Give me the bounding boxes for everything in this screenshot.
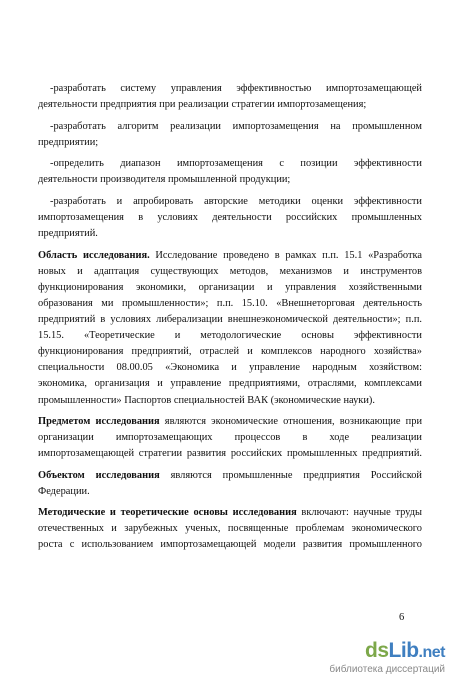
bold-heading: Объектом исследования xyxy=(38,470,160,481)
text-line xyxy=(38,250,422,262)
line-text: деятельности производителя промышленной продукции; xyxy=(38,174,291,185)
line-text: функционирования предприятий, отраслей и комплексов народного хозяйства» xyxy=(38,346,422,357)
line-text: Федерации. xyxy=(38,486,90,497)
text-line xyxy=(38,486,238,498)
text-line xyxy=(38,266,422,278)
text-line xyxy=(38,523,422,535)
watermark-logo xyxy=(315,640,445,664)
line-text: предприятий. xyxy=(38,228,98,239)
line-text: промышленности» Паспортов специальностей ВАК (экономические науки). xyxy=(38,395,375,406)
line-text: -разработать и апробировать авторские методики оценки эффективности xyxy=(50,196,422,207)
text-line xyxy=(38,282,422,294)
line-text: -разработать алгоритм реализации импортозамещения на промышленном xyxy=(50,121,422,132)
text-line xyxy=(50,158,422,170)
line-text: экономика, организация и управление предприятиями, отраслями, комплексами xyxy=(38,378,422,389)
text-line xyxy=(38,99,374,111)
text-line xyxy=(38,432,422,444)
bold-heading: Методические и теоретические основы исследования xyxy=(38,507,297,518)
text-line xyxy=(38,448,422,460)
watermark-logo-net: .net xyxy=(418,644,445,661)
line-text: -разработать систему управления эффективностью импортозамещающей xyxy=(50,83,422,94)
line-text: являются промышленные предприятия Российской xyxy=(159,470,422,481)
line-text: специальности 08.00.05 «Экономика и управление народным хозяйством: xyxy=(38,362,422,373)
bold-heading: Предметом исследования xyxy=(38,416,160,427)
text-line xyxy=(38,416,422,428)
line-text: отечественных и зарубежных ученых, посвященные проблемам экономического xyxy=(38,523,422,534)
watermark-logo-ds: ds xyxy=(365,639,389,662)
text-line xyxy=(50,196,422,208)
line-text: предприятии; xyxy=(38,137,99,148)
line-text: 15.15. «Теоретические и методологические основы эффективности xyxy=(38,330,422,341)
text-line xyxy=(38,330,422,342)
line-text: роста с использованием импортозамещающей модели развития промышленного xyxy=(38,539,422,550)
line-text: деятельности предприятия при реализации стратегии импортозамещения; xyxy=(38,99,367,110)
line-text: Исследование проведено в рамках п.п. 15.1 «Разработка xyxy=(149,250,423,261)
text-line xyxy=(38,137,374,149)
text-line xyxy=(38,314,422,326)
text-line xyxy=(38,378,422,390)
line-text: импортозамещающей стратегии развития российских промышленных предприятий. xyxy=(38,448,422,459)
text-line xyxy=(38,228,374,240)
line-text: функционирования экономики, организации и управления хозяйственными xyxy=(38,282,422,293)
line-text: -определить диапазон импортозамещения с позиции эффективности xyxy=(50,158,422,169)
text-line xyxy=(38,507,422,519)
watermark-subtitle: библиотека диссертаций xyxy=(329,664,445,675)
text-line xyxy=(50,83,422,95)
line-text: предприятий в условиях либерализации внешнеэкономической деятельности»; п.п. xyxy=(38,314,422,325)
line-text: являются экономические отношения, возникающие при xyxy=(159,416,423,427)
watermark-logo-lib: Lib xyxy=(388,639,419,662)
bold-heading: Область исследования. xyxy=(38,250,150,261)
text-line xyxy=(38,174,374,186)
line-text: организации импортозамещающих процессов в ходе реализации xyxy=(38,432,422,443)
text-line xyxy=(38,395,374,407)
text-line xyxy=(38,362,422,374)
text-line xyxy=(38,346,422,358)
text-line xyxy=(50,121,422,133)
watermark xyxy=(315,640,445,682)
page-number: 6 xyxy=(399,612,405,623)
line-text: включают: научные труды xyxy=(296,507,422,518)
text-line xyxy=(38,470,422,482)
text-line xyxy=(38,212,422,224)
line-text: новых и адаптация существующих методов, механизмов и инструментов xyxy=(38,266,422,277)
text-line xyxy=(38,298,422,310)
text-line xyxy=(38,539,422,551)
line-text: образования ми промышленности»; п.п. 15.10. «Внешнеторговая деятельность xyxy=(38,298,422,309)
line-text: импортозамещения в условиях деятельности российских промышленных xyxy=(38,212,422,223)
